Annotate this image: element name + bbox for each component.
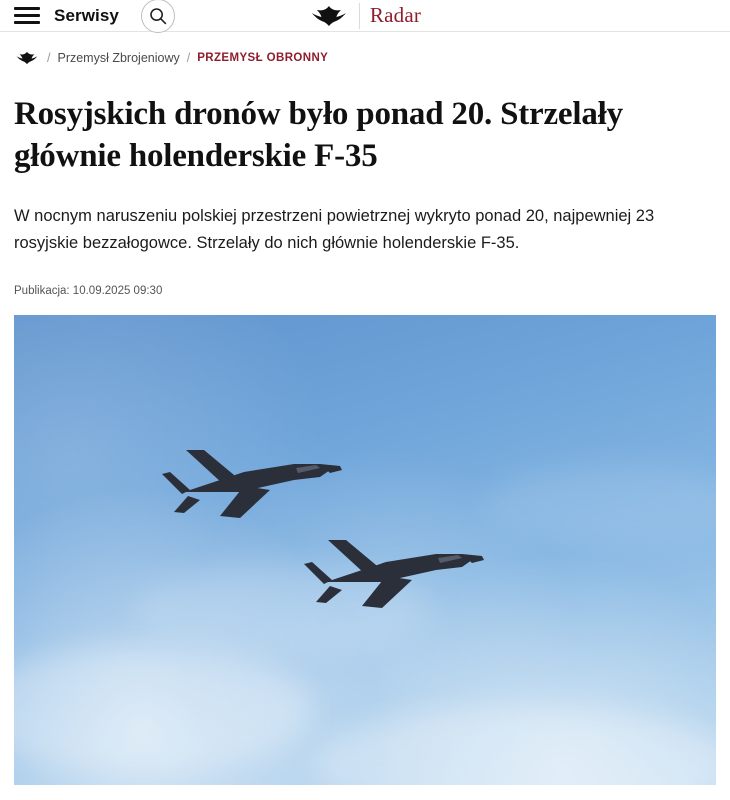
hamburger-icon[interactable] — [14, 7, 40, 24]
top-navigation-bar — [0, 0, 730, 32]
services-menu-label[interactable]: Serwisy — [54, 5, 119, 25]
page-title: Rosyjskich dronów było ponad 20. Strzelały głównie holenderskie F-35 — [14, 96, 623, 174]
article-lead: W nocnym naruszeniu polskiej przestrzeni powietrznej wykryto ponad 20, najpewniej 23 rosyjskie bezzałogowce. Strzelały do nich głównie holenderskie F-35. — [14, 207, 655, 252]
breadcrumb-item-przemysl-obronny[interactable]: PRZEMYSŁ OBRONNY — [197, 52, 329, 64]
hamburger-line — [14, 7, 40, 10]
search-icon — [149, 7, 167, 25]
hamburger-line — [14, 14, 40, 17]
publication-date: Publikacja: 10.09.2025 09:30 — [14, 284, 163, 297]
hamburger-line — [14, 21, 40, 24]
brand-title[interactable]: Radar — [369, 3, 422, 27]
brand-divider — [359, 3, 360, 29]
breadcrumb-item-przemysl-zbrojeniowy[interactable]: Przemysł Zbrojeniowy — [57, 51, 180, 65]
topbar-left-group — [14, 0, 175, 33]
article-content — [0, 32, 730, 785]
eagle-logo — [309, 3, 349, 29]
article-hero-image — [14, 315, 716, 785]
fighter-jet-2 — [286, 510, 496, 630]
search-button[interactable] — [141, 0, 175, 33]
breadcrumb — [14, 32, 716, 72]
breadcrumb-separator: / — [47, 51, 51, 65]
eagle-icon[interactable] — [14, 50, 40, 66]
breadcrumb-separator: / — [186, 51, 191, 65]
brand-logo-group[interactable] — [309, 3, 421, 29]
